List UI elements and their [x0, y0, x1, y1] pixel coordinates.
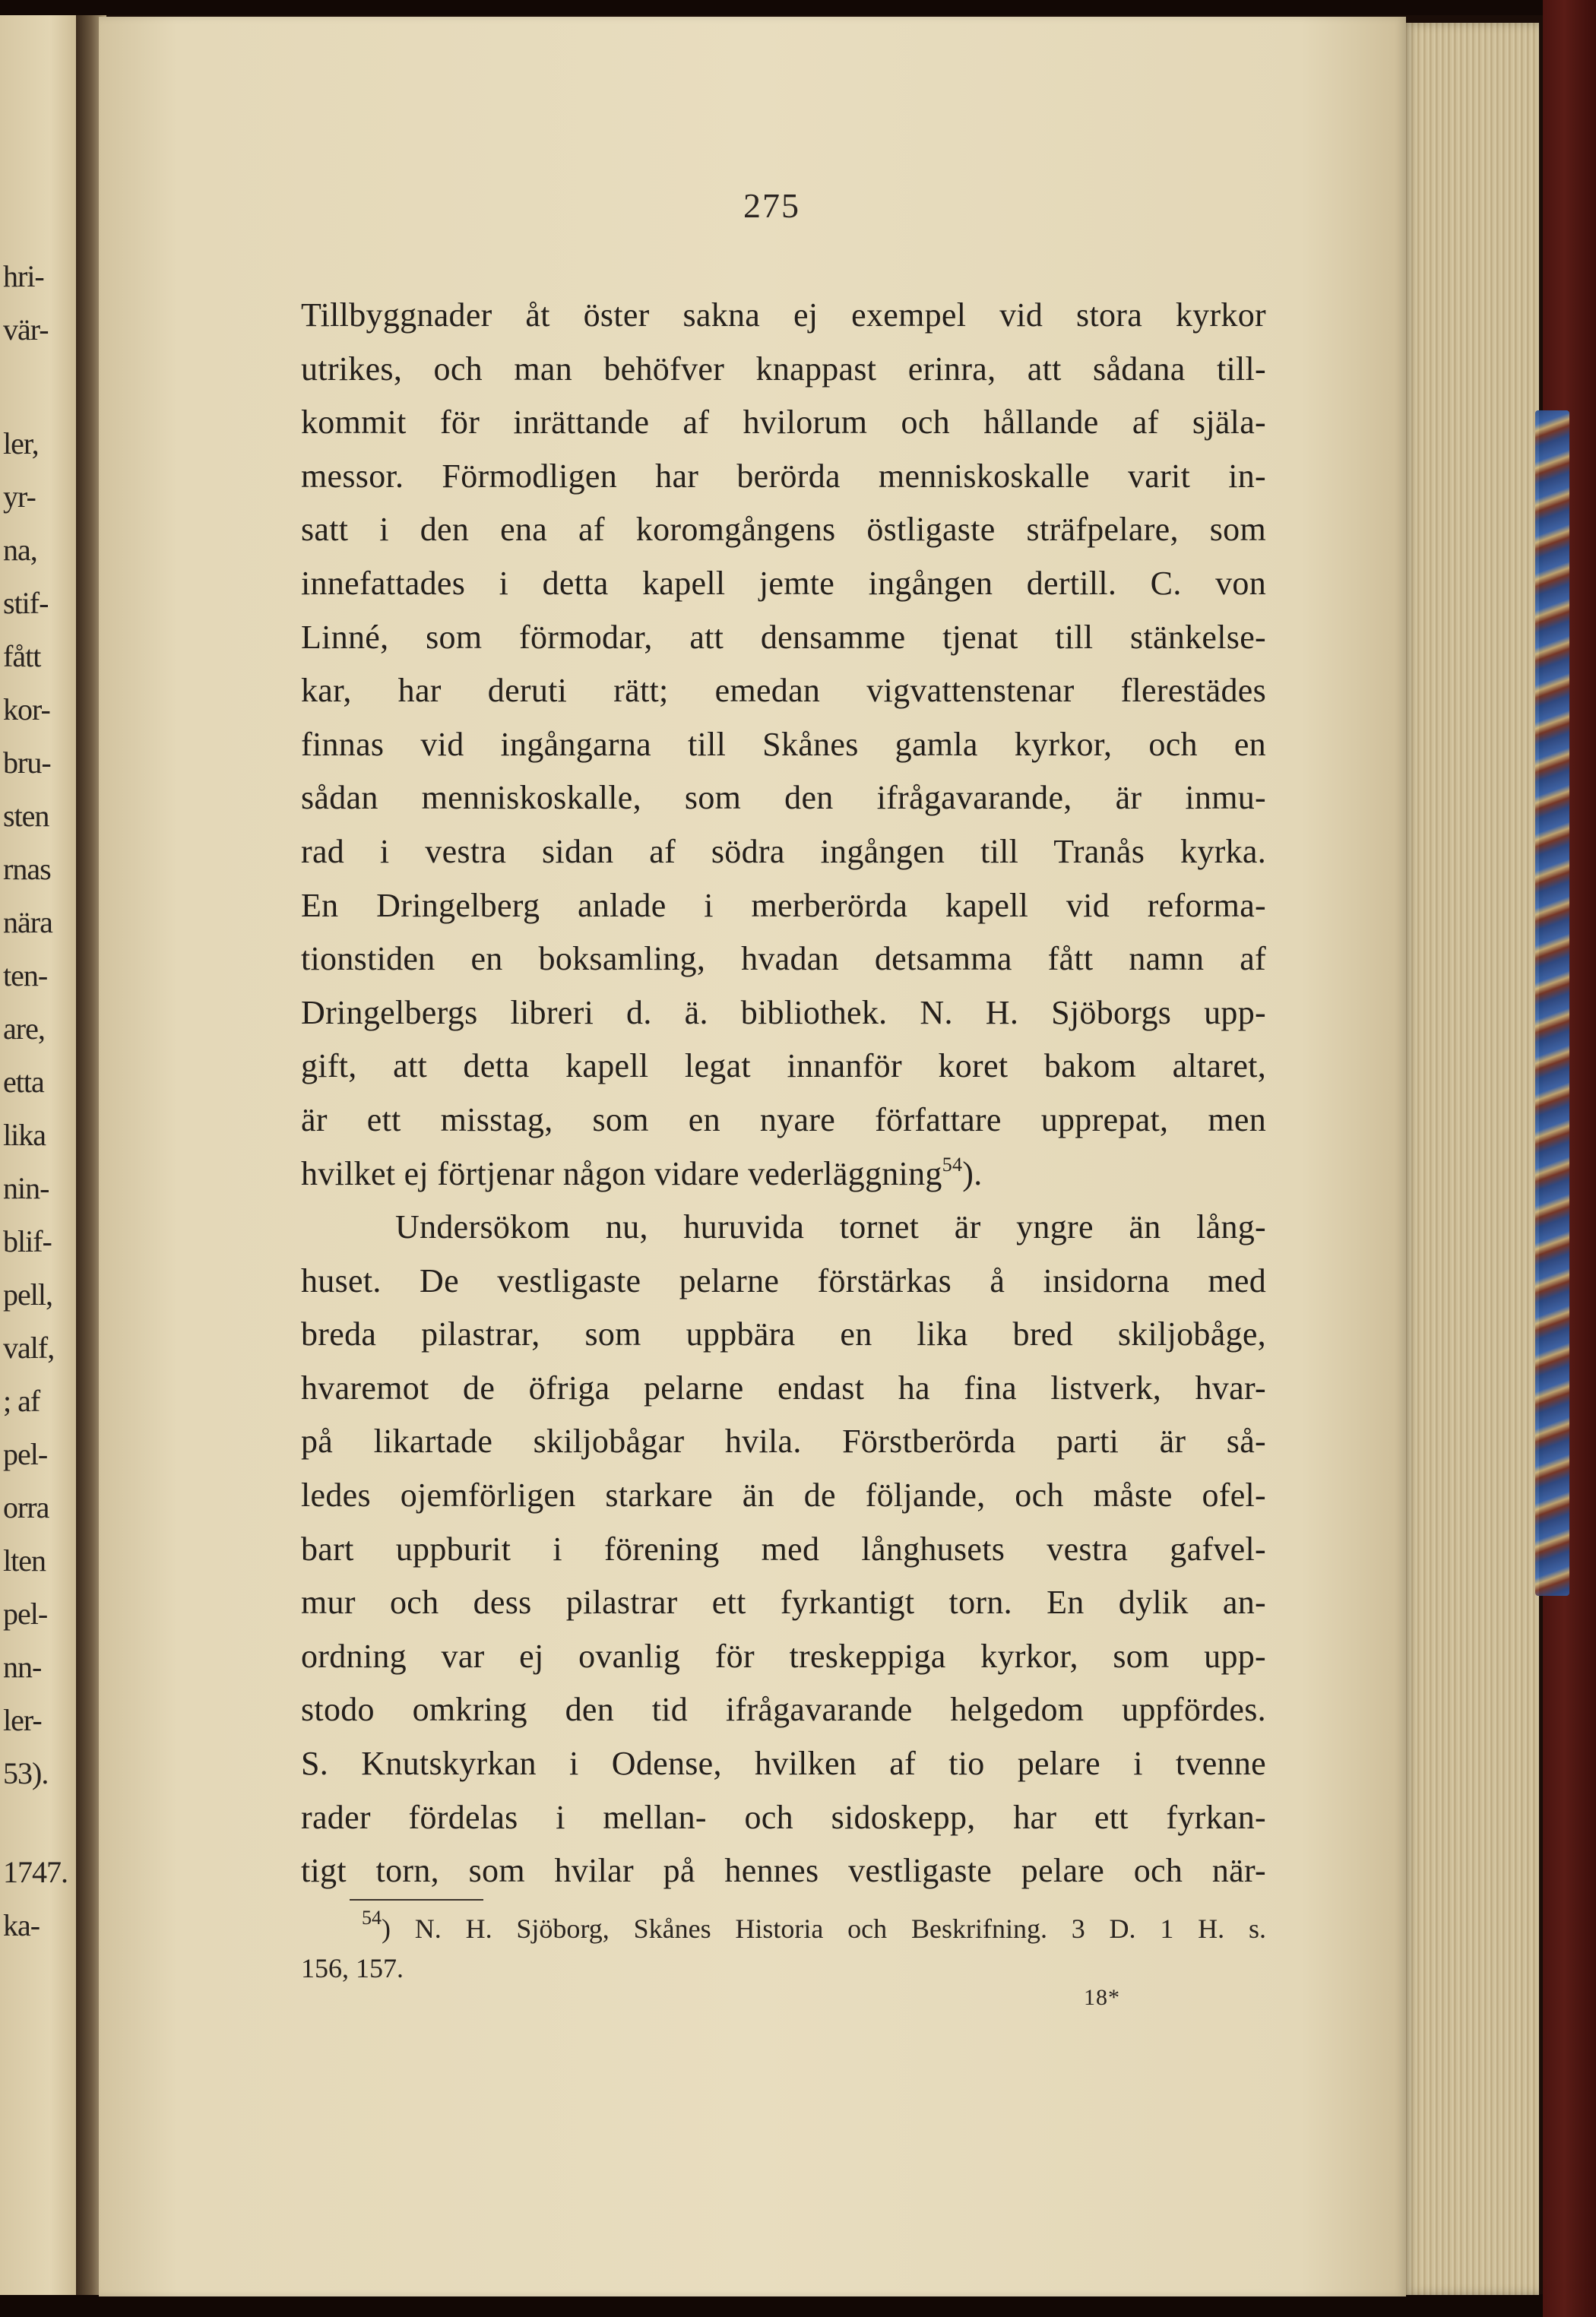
text-line: finnas vid ingångarna till Skånes gamla kyrkor, och en	[301, 725, 1266, 763]
text-line: rad i vestra sidan af södra ingången till Tranås kyrka.	[301, 832, 1266, 870]
footnote-number: 54	[362, 1907, 382, 1929]
left-page-fragment: nära	[3, 905, 52, 939]
text-line: tigt torn, som hvilar på hennes vestligaste pelare och när-	[301, 1852, 1266, 1890]
left-page-fragment: pel-	[3, 1597, 48, 1631]
text-line: hvaremot de öfriga pelarne endast ha fina listverk, hvar-	[301, 1369, 1266, 1407]
footnote-reference[interactable]: 54	[942, 1153, 963, 1176]
left-page-fragment: vär-	[3, 312, 49, 347]
text-line: satt i den ena af koromgångens östligaste sträfpelare, som	[301, 511, 1266, 549]
footnote-rule	[350, 1899, 483, 1901]
left-page-fragment: are,	[3, 1011, 45, 1046]
footnote-line-2: 156, 157.	[301, 1953, 404, 1983]
text-line: Tillbyggnader åt öster sakna ej exempel vid stora kyrkor	[301, 296, 1266, 334]
left-page-fragment: bru-	[3, 745, 51, 780]
left-page-fragment: ten-	[3, 958, 48, 992]
left-page-fragment: lika	[3, 1118, 46, 1152]
left-page-fragment: pell,	[3, 1277, 52, 1312]
left-page-fragment: orra	[3, 1490, 49, 1524]
text-line: huset. De vestligaste pelarne förstärkas å insidorna med	[301, 1261, 1266, 1299]
body-text	[301, 289, 1266, 1898]
text-line: rader fördelas i mellan- och sidoskepp, har ett fyrkan-	[301, 1798, 1266, 1836]
left-page-fragment: kor-	[3, 692, 50, 726]
text-line: S. Knutskyrkan i Odense, hvilken af tio pelare i tvenne	[301, 1745, 1266, 1783]
text-line: innefattades i detta kapell jemte ingången dertill. C. von	[301, 564, 1266, 602]
left-page-fragment: ler-	[3, 1703, 42, 1737]
marbled-endpaper	[1535, 410, 1569, 1596]
text-line: ledes ojemförligen starkare än de följande, och måste ofel-	[301, 1477, 1266, 1515]
footnote-line-1	[301, 1909, 1266, 1948]
text-line: gift, att detta kapell legat innanför koret bakom altaret,	[301, 1047, 1266, 1085]
left-page-fragment: yr-	[3, 480, 36, 514]
text-line: ordning var ej ovanlig för treskeppiga kyrkor, som upp-	[301, 1637, 1266, 1675]
left-page-fragment: pel-	[3, 1437, 48, 1471]
left-page-fragment: fått	[3, 639, 41, 673]
text-line: på likartade skiljobågar hvila. Förstberörda parti är så-	[301, 1423, 1266, 1461]
paragraph-1-last-line: hvilket ej förtjenar någon vidare vederläggning	[301, 1154, 942, 1192]
paragraph-2	[301, 1201, 1266, 1898]
left-page-fragment: stif-	[3, 586, 49, 620]
signature-mark: 18*	[1084, 1985, 1120, 2010]
text-line: bart uppburit i förening med långhusets vestra gafvel-	[301, 1530, 1266, 1568]
left-page-fragment: ; af	[3, 1384, 40, 1418]
footnote	[301, 1909, 1266, 1988]
text-line	[301, 1147, 1266, 1201]
page-number: 275	[743, 186, 800, 225]
left-page-fragment: rnas	[3, 852, 51, 886]
text-line: utrikes, och man behöfver knappast erinra, att sådana till-	[301, 350, 1266, 388]
left-page-fragment: ler,	[3, 426, 39, 461]
left-page-fragment: 53).	[3, 1756, 49, 1790]
text-line: sådan menniskoskalle, som den ifrågavarande, är inmu-	[301, 779, 1266, 817]
text-line: messor. Förmodligen har berörda menniskoskalle varit in-	[301, 457, 1266, 495]
text-line: är ett misstag, som en nyare författare upprepat, men	[301, 1100, 1266, 1138]
left-page-fragment: valf,	[3, 1331, 55, 1365]
left-page-fragment: etta	[3, 1065, 44, 1099]
left-page-fragment: nn-	[3, 1650, 42, 1684]
text-line: kar, har deruti rätt; emedan vigvattenstenar flerestädes	[301, 672, 1266, 710]
text-line: stodo omkring den tid ifrågavarande helgedom uppfördes.	[301, 1691, 1266, 1729]
text-line: En Dringelberg anlade i merberörda kapell vid reforma-	[301, 886, 1266, 924]
cover-bottom-edge	[0, 2294, 1596, 2317]
left-page-fragment: sten	[3, 799, 49, 833]
page	[99, 17, 1406, 2296]
text-line: Dringelbergs libreri d. ä. bibliothek. N. H. Sjöborgs upp-	[301, 993, 1266, 1031]
page-edges-stack	[1402, 23, 1539, 2295]
text-line: tionstiden en boksamling, hvadan detsamma fått namn af	[301, 940, 1266, 978]
paragraph-1-tail: ).	[962, 1154, 983, 1192]
left-page-fragment: nin-	[3, 1171, 49, 1205]
left-page-fragment: blif-	[3, 1224, 52, 1258]
left-page-fragment: lten	[3, 1543, 46, 1578]
text-line: mur och dess pilastrar ett fyrkantigt torn. En dylik an-	[301, 1584, 1266, 1622]
left-page-fragment: ka-	[3, 1908, 40, 1942]
previous-page-sliver	[0, 15, 84, 2295]
cover-top-edge	[0, 0, 1596, 15]
left-page-fragment: hri-	[3, 259, 44, 293]
text-line: kommit för inrättande af hvilorum och hållande af själa-	[301, 404, 1266, 442]
text-line: breda pilastrar, som uppbära en lika bred skiljobåge,	[301, 1315, 1266, 1353]
paragraph-1	[301, 289, 1266, 1147]
text-line: Linné, som förmodar, att densamme tjenat till stänkelse-	[301, 618, 1266, 656]
footnote-text: ) N. H. Sjöborg, Skånes Historia och Beskrifning. 3 D. 1 H. s.	[382, 1913, 1266, 1944]
left-page-fragment: na,	[3, 533, 37, 567]
text-line: Undersökom nu, huruvida tornet är yngre än lång-	[395, 1208, 1266, 1246]
left-page-fragment: 1747.	[3, 1855, 68, 1889]
